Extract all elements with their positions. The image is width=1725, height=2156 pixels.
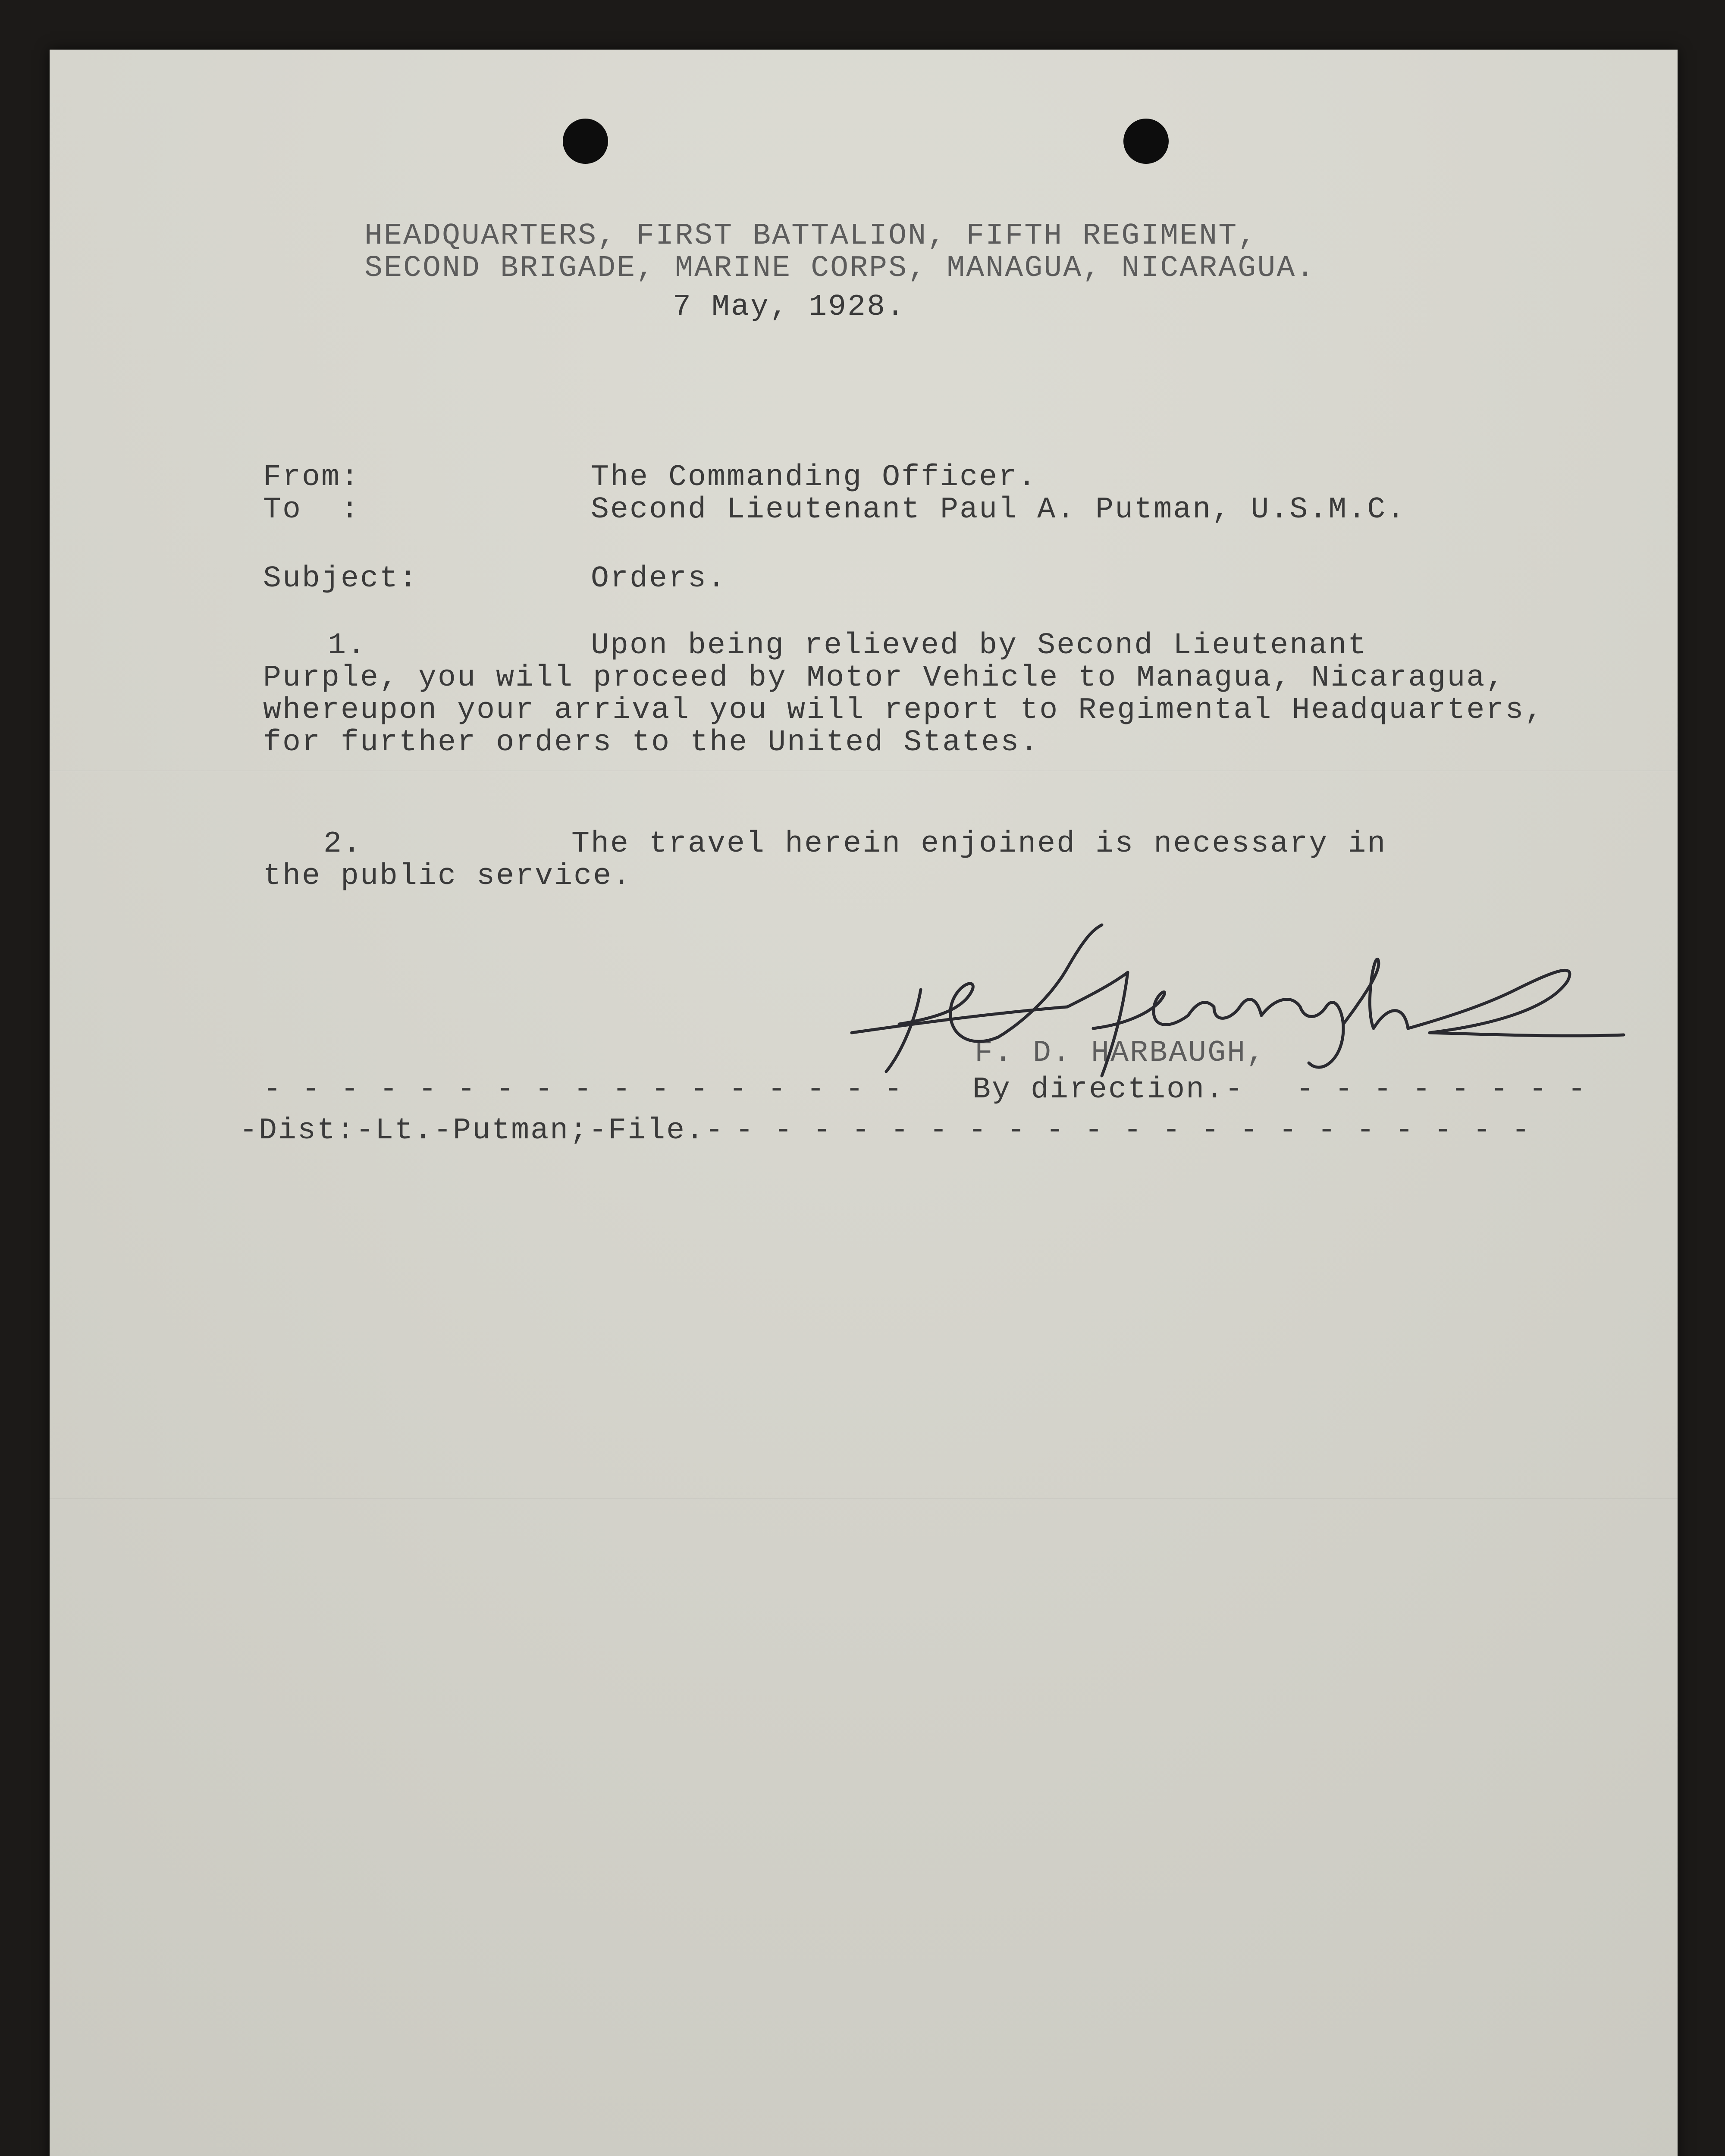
fold-line-upper — [50, 770, 1678, 771]
punch-hole-left — [563, 119, 608, 164]
paragraph-2-line-1: The travel herein enjoined is necessary in — [571, 827, 1387, 861]
paragraph-1-line-4: for further orders to the United States. — [263, 726, 1040, 760]
to-value: Second Lieutenant Paul A. Putman, U.S.M.C. — [591, 493, 1406, 527]
distribution-dashes: - - - - - - - - - - - - - - - - - - - - - — [735, 1114, 1531, 1148]
paragraph-2-number: 2. — [323, 827, 363, 861]
fold-line-lower — [50, 1498, 1678, 1500]
by-direction: By direction.- — [972, 1073, 1245, 1107]
document-sheet — [50, 50, 1678, 2156]
from-value: The Commanding Officer. — [591, 461, 1038, 495]
subject-label: Subject: — [263, 562, 419, 596]
paragraph-1-number: 1. — [328, 629, 367, 663]
handwritten-signature — [826, 921, 1645, 1093]
paragraph-1-line-2: Purple, you will proceed by Motor Vehicle to Managua, Nicaragua, — [263, 661, 1505, 695]
subject-value: Orders. — [591, 562, 727, 596]
to-label: To : — [263, 493, 361, 527]
paragraph-1-line-3: whereupon your arrival you will report to Regimental Headquarters, — [263, 693, 1544, 727]
signature-dashes-left: - - - - - - - - - - - - - - - - - — [263, 1073, 904, 1107]
signatory-name: F. D. HARBAUGH, — [975, 1036, 1266, 1070]
distribution-line: -Dist:-Lt.-Putman;-File.- — [239, 1114, 725, 1148]
paragraph-2-line-2: the public service. — [263, 859, 632, 893]
paragraph-1-line-1: Upon being relieved by Second Lieutenant — [591, 629, 1367, 663]
letterhead-line-2: SECOND BRIGADE, MARINE CORPS, MANAGUA, NICARAGUA. — [364, 251, 1316, 285]
punch-hole-right — [1123, 119, 1169, 164]
document-date: 7 May, 1928. — [673, 290, 906, 324]
from-label: From: — [263, 461, 361, 495]
signature-dashes-right: - - - - - - - - — [1296, 1073, 1587, 1107]
letterhead-line-1: HEADQUARTERS, FIRST BATTALION, FIFTH REGIMENT, — [364, 219, 1258, 253]
